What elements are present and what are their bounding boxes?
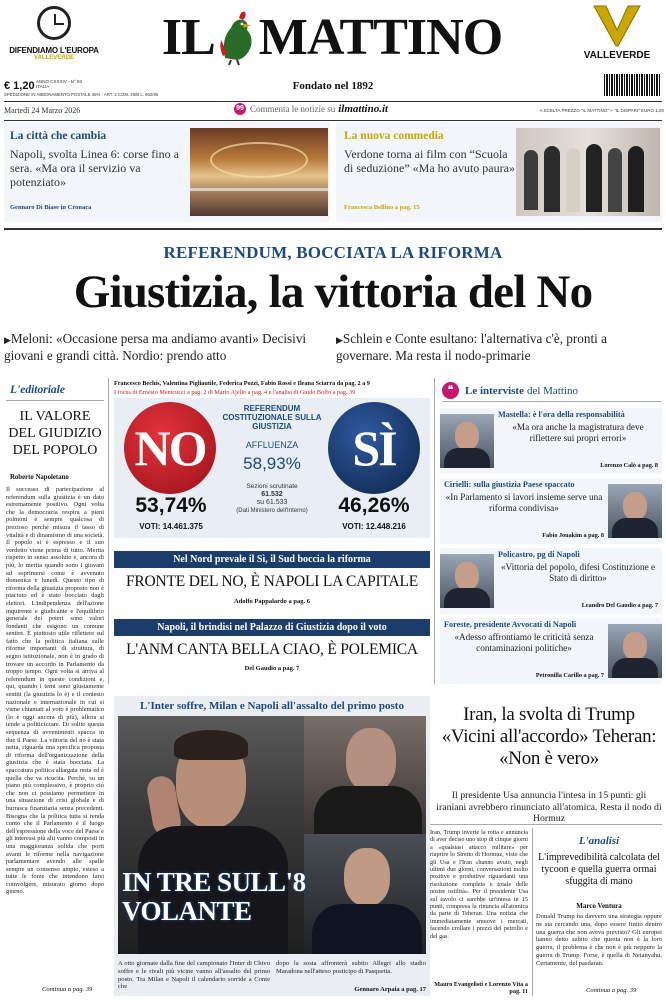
- interview-quote: «In Parlamento si lavori insieme serve una riforma condivisa»: [445, 492, 603, 513]
- teaser-left-kicker: La città che cambia: [10, 130, 107, 142]
- sport-caption-left: A otto giornate dalla fine del campionato l'Inter di Chivu soffre e le rivali più vicine vanno all'assalto del primo posto. Tra Milan e Napoli il calendario sorride a Conte che: [118, 960, 270, 991]
- no-circle: NO: [124, 402, 216, 494]
- results-focus: I focus di Ernesto Menicucci a pag. 2 di Mario Ajello a pag. 4 e l'analisi di Guido Boffo a pag. 39: [114, 389, 356, 396]
- analysis-continue[interactable]: Continua a pag. 39: [586, 987, 637, 994]
- quote-icon: ❝: [442, 382, 459, 399]
- iran-standfirst: Il presidente Usa annuncia l'intesa in 15 punti: gli iraniani avrebbero rinunciato all'atomica. Resta il nodo di Hormuz: [436, 790, 662, 825]
- analysis-headline: L'imprevedibilità calcolata del tycoon e quella guerra ormai sfuggita di mano: [538, 852, 660, 887]
- si-votes: VOTI: 12.448.216: [342, 522, 406, 531]
- interview-byline: Leandro Del Gaudio a pag. 7: [581, 602, 658, 609]
- turnout-value: 58,93%: [243, 454, 301, 473]
- results-box-title: REFERENDUM COSTITUZIONALE SULLA GIUSTIZIA: [222, 404, 322, 432]
- interview-quote: «Ma ora anche la magistratura deve riflettere sui propri errori»: [512, 422, 644, 443]
- north-headline[interactable]: FRONTE DEL NO, È NAPOLI LA CAPITALE: [125, 573, 419, 590]
- lead-overline: REFERENDUM, BOCCIATA LA RIFORMA: [163, 243, 503, 262]
- no-percent: 53,74%: [135, 494, 207, 517]
- comment-icon: 99: [234, 103, 246, 115]
- anm-byline: Del Gaudio a pag. 7: [244, 665, 300, 672]
- interview-byline: Lorenzo Calò a pag. 8: [600, 462, 658, 469]
- anm-headline[interactable]: L'ANM CANTA BELLA CIAO, È POLEMICA: [126, 641, 418, 658]
- iran-body: Iran, Trump inverte la rotta e annuncia di aver deciso uno stop di cinque giorni a «qualsiasi attacco militare» per riaprire lo Stretto di Hormuz, visto che gli Usa e l'Iran «hanno avuto, negli ultimi due giorni, conversazioni molto positive e produttive riguardanti una risoluzione completa e totale delle nostre ostilità». Per il presidente Usa sul tavolo ci sarebbe un'intesa in 15 punti, compresa la rinuncia all'atomica da parte di Teheran. Una notizia che immediatamente smuove i mercati, facendo crollare i prezzi del petrolio e del gas.: [430, 829, 528, 940]
- no-votes: VOTI: 14.461.375: [139, 522, 203, 531]
- lead-sub-left: ▶Meloni: «Occasione persa ma andiamo avanti» Decisivi giovani e grandi città. Nordio: prendo atto: [4, 331, 307, 363]
- anm-banner: Napoli, il brindisi nel Palazzo di Giustizia dopo il voto: [114, 619, 430, 636]
- interview-item[interactable]: [440, 618, 662, 684]
- arrow-icon: ▶: [4, 335, 11, 345]
- analysis-author: Marco Ventura: [576, 902, 622, 910]
- sections-total: su 61.533: [256, 499, 288, 506]
- editorial-body: Il successo di partecipazione al referendum sulla giustizia è un dato estremamente positivo. Ogni volta che la democrazia respira a pieni polmoni è sempre qualcosa di prezioso perché misura il tasso di vitalità e di dinamismo di una società. Il popolo si è espresso e il suo verdetto viene prima di tutto. Merita rispetto in senso assoluto e, ancora di più, lo merita quando sono i giovani ad esprimersi come è avvenuto domenica e lunedì. Questo tipo di riforma della giustizia proposto non è piaciuto ed è stato bocciato dagli elettori. L'indipendenza dell'azione inquirente e giudicante e l'equilibrio generale dei poteri sono valori fondanti che esigono un comune sentire. È piuttosto utile riflettere sul fatto che la politica italiana sulle riforme importanti di struttura, di segno istituzionale, non è in grado di trovare un accordo in Parlamento da troppo tempo. Ogni volta si arriva al referendum in queste condizioni e, qui, quando i temi sono giustamente sentiti (la giustizia lo è) e il contesto nazionale e internazionale in cui si viene chiamati al voto è problematico (lo è oggi ancora di più), allora si tende a politicizzare. Di solito questa sequenza di avvenimenti spacca in due il Paese. La vittoria del no è stata netta, riguarda una specifica proposta di riforma dell'organizzazione della giustizia che è stata bocciata. La spaccatura politica allargata resta ed è quella che va ricucita. Perché, su un piano più complessivo, è proprio ciò che non ci possiamo permettere in una situazione di crisi globale e di burrasca finanziaria senza precedenti. Bisogna che la politica tutta si renda conto che il Parlamento è il luogo dell'espressione della voce del Paese e gli interessi più alti vanno composti in una maggioranza solida che porti avanti le riforme nella navigazione parlamentare avendo alle spalle sempre un consenso ampio, esteso a tutte le forze che intendono farsi coinvolgere, misurato giorno dopo giorno.: [6, 486, 104, 896]
- results-credits: Francesco Bechis, Valentina Pigliautile, Federica Pozzi, Fabio Rossi e Ileana Sciarra da pag. 2 a 9: [114, 380, 370, 387]
- clock-icon: [37, 6, 71, 40]
- chivu-photo: [304, 834, 426, 954]
- results-source: (Dati Ministero dell'Interno): [236, 508, 308, 514]
- sections-done: 61.532: [261, 491, 283, 498]
- interview-title: Mastella: è l'ora della responsabilità: [498, 410, 625, 419]
- portrait-photo: [608, 484, 662, 538]
- sport-overlay: IN TRE SULL'8 VOLANTE: [122, 867, 306, 926]
- interview-item[interactable]: [440, 408, 662, 474]
- interview-item[interactable]: [440, 478, 662, 544]
- teaser-right-byline: Francesca Bellino a pag. 15: [344, 204, 420, 211]
- teaser-left-byline: Gennaro Di Biase in Cronaca: [10, 204, 92, 211]
- sport-byline: Gennaro Arpaia a pag. 17: [354, 986, 426, 993]
- interview-quote: «Adesso affrontiamo le criticità senza contaminazioni politiche»: [454, 632, 594, 653]
- sport-banner: L'Inter soffre, Milan e Napoli all'assalto del primo posto: [140, 700, 404, 712]
- lead-sub-right: ▶Schlein e Conte esultano: l'alternativa c'è, pronti a governare. Ma resta il nodo-primarie: [336, 331, 607, 363]
- rooster-icon: [217, 8, 257, 66]
- teaser-left-headline: Napoli, svolta Linea 6: corse fino a sera. «Ma ora il servizio va potenziato»: [10, 147, 179, 189]
- teaser-right-kicker: La nuova commedia: [344, 130, 444, 142]
- si-percent: 46,26%: [338, 494, 410, 517]
- left-logo-sub: VALLEVERDE: [34, 55, 74, 61]
- interviews-header: ❝ Le interviste del Mattino: [442, 380, 662, 402]
- interview-byline: Fabio Jouakim a pag. 8: [542, 532, 604, 539]
- interview-quote: «Vittoria del popolo, difesi Costituzione e Stato di diritto»: [500, 562, 656, 583]
- interview-byline: Petronilla Carillo a pag. 7: [535, 672, 604, 679]
- editorial-continue[interactable]: Continua a pag. 39: [42, 986, 93, 993]
- allegri-photo: [304, 716, 426, 834]
- metro-station-photo: [190, 128, 328, 216]
- right-brand: VALLEVERDE: [583, 50, 651, 61]
- interview-item[interactable]: [440, 548, 662, 614]
- left-logo-text: DIFENDIAMO L'EUROPA: [9, 46, 99, 55]
- arrow-icon: ▶: [336, 335, 343, 345]
- portrait-photo: [440, 414, 494, 468]
- teaser-left[interactable]: [4, 122, 330, 222]
- editorial-author: Roberto Napoletano: [10, 474, 69, 481]
- iran-headline[interactable]: Iran, la svolta di Trump «Vicini all'accordo» Teheran: «Non è vero»: [441, 704, 657, 769]
- portrait-photo: [440, 554, 494, 608]
- analysis-label: L'analisi: [578, 835, 620, 847]
- interview-title: Cirielli: sulla giustizia Paese spaccato: [444, 480, 575, 489]
- north-banner: Nel Nord prevale il Sì, il Sud boccia la riforma: [114, 551, 430, 568]
- left-logo: [8, 6, 100, 74]
- comment-row[interactable]: 99 Commenta le notizie su ilmattino.it: [234, 103, 454, 115]
- price-note: ANNO CXXXIV - N° 83 ITALIA: [36, 79, 83, 89]
- interview-title: Foreste, presidente Avvocati di Napoli: [444, 620, 577, 629]
- north-byline: Adolfo Pappalardo a pag. 6: [233, 598, 311, 605]
- cast-photo: [516, 128, 660, 216]
- v-logo-icon: [592, 4, 642, 48]
- analysis-body: Donald Trump ha davvero una strategia oppure ne sta cercando una, dopo essere finito dentro una guerra che non aveva previsto? Gli europei hanno detto subito che questa non è la loro guerra, il problema è che non è più neppure la guerra di Trump. Forse, è quella di Netanyahu. Certamente, del pasdaran.: [536, 913, 662, 967]
- iran-bylines: Mauro Evangelisti e Lorenzo Vita a pag. 11: [434, 981, 528, 995]
- editorial-label: L'editoriale: [10, 384, 65, 396]
- issue-date: Martedì 24 Marzo 2026: [4, 106, 81, 115]
- barcode: [604, 74, 660, 96]
- sport-caption-right: dopo la sosta affronterà subito Allegri allo stadio Maradona nell'atteso posticipo di Pasquetta.: [276, 960, 426, 975]
- portrait-photo: [608, 624, 662, 678]
- si-circle: SÌ: [328, 402, 420, 494]
- editorial-title: IL VALORE DEL GIUDIZIO DEL POPOLO: [8, 409, 102, 458]
- founded: Fondato nel 1892: [292, 80, 374, 92]
- sections-label: Sezioni scrutinate: [246, 483, 298, 490]
- results-panel: [114, 398, 430, 538]
- postal-note: SPEDIZIONE IN ABBONAMENTO POSTALE 45% - ART. 2 COM. 20/B L. 662/96: [4, 92, 159, 97]
- right-logo: [574, 4, 660, 70]
- right-price-note: A SCELTA PREZZO "IL MATTINO" + "IL DISPARI" EURO 1,20: [539, 108, 664, 113]
- teaser-right-headline: Verdone torna ai film con “Scuola di seduzione” «Ma ho avuto paura»: [344, 147, 515, 175]
- turnout-label: AFFLUENZA: [245, 440, 299, 450]
- masthead-title: IL MATTINO: [161, 8, 503, 66]
- interview-title: Policastro, pg di Napoli: [498, 550, 580, 559]
- teaser-right[interactable]: [336, 122, 662, 222]
- price: € 1,20: [4, 80, 35, 92]
- lead-headline: Giustizia, la vittoria del No: [73, 266, 593, 318]
